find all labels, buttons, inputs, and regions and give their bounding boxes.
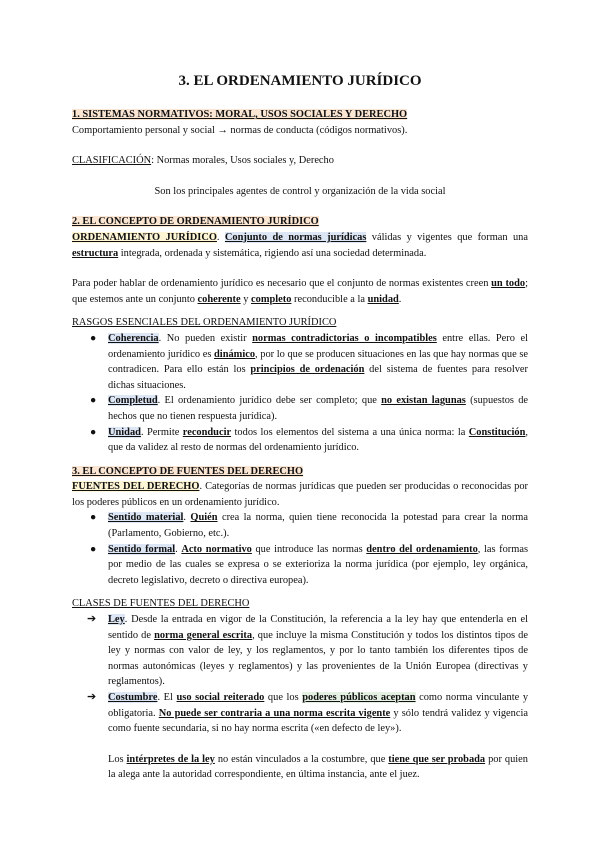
- term-reconducir: reconducir: [182, 426, 232, 438]
- section-3-heading: [72, 464, 528, 480]
- list-item-sentido-formal: [72, 542, 528, 589]
- rasgos-heading: RASGOS ESENCIALES DEL ORDENAMIENTO JURÍDICO: [72, 317, 337, 329]
- term-ordenamiento: ORDENAMIENTO JURÍDICO: [72, 231, 217, 243]
- list-item-unidad: [72, 425, 528, 456]
- term-sentido-material: Sentido material: [108, 512, 184, 524]
- text: Los: [108, 753, 127, 765]
- term-conjunto-normas: Conjunto de normas jurídicas: [224, 231, 367, 243]
- term-dentro-ordenamiento: dentro del ordenamiento: [366, 543, 478, 555]
- text: reconducible a la: [291, 293, 368, 305]
- text: , las formas por medio de las cuales se expresa o se exterioriza la norma jurídica (por ejemplo, ley orgánica, decreto legislativo, decreto o directiva europea).: [108, 543, 528, 586]
- list-item-ley: [72, 612, 528, 690]
- term-unidad-rasgo: Unidad: [108, 426, 141, 438]
- term-estructura: estructura: [72, 247, 119, 259]
- term-coherente: coherente: [197, 293, 241, 305]
- section-1-line: Comportamiento personal y social → normas de conducta (códigos normativos).: [72, 124, 408, 136]
- term-norma-general-escrita: norma general escrita: [154, 629, 253, 641]
- section-1-heading-text: 1. SISTEMAS NORMATIVOS: MORAL, USOS SOCIALES Y DERECHO: [72, 109, 408, 120]
- bullet-icon: ●: [90, 395, 97, 407]
- term-costumbre: Costumbre: [108, 692, 158, 703]
- section-1-heading: [72, 107, 528, 123]
- term-completo: completo: [251, 293, 292, 305]
- term-no-contraria: No puede ser contraria a una norma escrita vigente: [158, 707, 391, 719]
- section-2-heading: [72, 214, 528, 230]
- term-fuentes: FUENTES DEL DERECHO: [72, 481, 200, 493]
- text: y sólo tendrá validez y vigencia como fuente secundaria, si no hay norma escrita («en defecto de ley»).: [108, 707, 528, 735]
- term-coherencia: Coherencia: [108, 332, 159, 344]
- term-interpretes: intérpretes de la ley: [126, 753, 215, 765]
- text: . El: [157, 692, 177, 703]
- list-item-completud: [72, 393, 528, 424]
- term-sentido-formal: Sentido formal: [108, 543, 176, 555]
- bullet-icon: ●: [90, 332, 97, 344]
- section-2-heading-text: 2. EL CONCEPTO DE ORDENAMIENTO JURÍDICO: [72, 216, 319, 228]
- bullet-icon: ●: [90, 426, 97, 438]
- term-ley: Ley: [108, 614, 125, 626]
- section-3-heading-text: 3. EL CONCEPTO DE FUENTES DEL DERECHO: [72, 465, 304, 477]
- text: , por lo que se producen situaciones en las que hay normas que se contradicen. Para ello están los: [108, 348, 528, 376]
- list-item-coherencia: [72, 331, 528, 393]
- text: que introduce las normas: [251, 543, 367, 555]
- text: . Permite: [140, 426, 183, 438]
- term-constitucion: Constitución: [468, 426, 526, 438]
- page-title: 3. EL ORDENAMIENTO JURÍDICO: [178, 73, 422, 89]
- list-item-sentido-material: [72, 510, 528, 541]
- text: .: [216, 231, 225, 243]
- text: que los: [264, 692, 303, 703]
- bullet-icon: ●: [90, 512, 97, 524]
- clasificacion-label: CLASIFICACIÓN: [72, 155, 152, 167]
- term-quien: Quién: [190, 512, 218, 524]
- bullet-icon: ●: [90, 543, 97, 555]
- text: crea la norma, quien tiene reconocida la potestad para crear la norma (Parlamento, Gobierno, etc.).: [108, 512, 528, 540]
- term-completud: Completud: [108, 395, 158, 407]
- text: no están vinculados a la costumbre, que: [214, 753, 389, 765]
- rasgos-list: [72, 331, 528, 456]
- arrow-icon: ➔: [87, 691, 97, 703]
- text: Para poder hablar de ordenamiento jurídico es necesario que el conjunto de normas existentes creen: [72, 278, 492, 290]
- term-dinamico: dinámico: [214, 348, 256, 360]
- list-item-costumbre: [72, 690, 528, 737]
- ordenamiento-definition: [72, 230, 528, 261]
- text: (supuestos de hechos que no tienen respuesta jurídica).: [108, 395, 528, 422]
- section-1-center-note: Son los principales agentes de control y organización de la vida social: [154, 185, 446, 197]
- clasificacion-text: : Normas morales, Usos sociales y, Derecho: [151, 155, 334, 167]
- interpretes-paragraph: [72, 752, 528, 783]
- term-acto-normativo: Acto normativo: [181, 543, 252, 555]
- text: entre ellas. Pero el ordenamiento jurídico es: [108, 332, 529, 360]
- text: como norma vinculante y obligatoria.: [108, 692, 529, 719]
- text: . Desde la entrada en vigor de la Constitución, la referencia a la ley hay que entenderla en el sentido de: [108, 614, 528, 641]
- text: por quien la alega ante la autoridad correspondiente, en última instancia, ante el juez.: [108, 753, 528, 781]
- clases-heading: CLASES DE FUENTES DEL DERECHO: [72, 598, 250, 610]
- text: y: [240, 293, 252, 305]
- text: válidas y vigentes que forman una: [366, 231, 528, 243]
- text: . No pueden existir: [158, 332, 253, 344]
- document-body: [72, 72, 528, 783]
- fuentes-sentidos-list: [72, 510, 528, 588]
- text: , que da validez al resto de normas del ordenamiento jurídico.: [108, 426, 528, 454]
- clases-list: [72, 612, 528, 737]
- term-uso-social: uso social reiterado: [176, 692, 265, 703]
- text: .: [183, 512, 191, 524]
- clasificacion-line: [72, 153, 528, 169]
- term-probada: tiene que ser probada: [388, 753, 486, 765]
- arrow-icon: ➔: [87, 613, 97, 626]
- text: .: [175, 543, 182, 555]
- term-no-lagunas: no existan lagunas: [381, 395, 466, 407]
- term-un-todo: un todo: [491, 278, 526, 290]
- text: todos los elementos del sistema a una única norma: la: [231, 426, 469, 438]
- term-normas-contradictorias: normas contradictorias o incompatibles: [252, 332, 437, 344]
- text: .: [398, 293, 402, 305]
- text: integrada, ordenada y sistemática, rigiendo así una sociedad determinada.: [118, 247, 427, 259]
- term-principios-ordenacion: principios de ordenación: [250, 364, 365, 376]
- text: . El ordenamiento jurídico debe ser completo; que: [157, 395, 382, 407]
- text: . Categorías de normas jurídicas que pueden ser producidas o reconocidas por los poderes públicos en un ordenamiento jurídico.: [72, 481, 528, 508]
- fuentes-definition: [72, 479, 528, 510]
- text: , que incluye la misma Constitución y todos los distintos tipos de ley y normas con valor de ley, y los reglamentos, y por lo tanto también los diferentes tipos de normas autonómicas (leyes y reglamentos) y las provenientes de la Unión Europea (directivas y reglamentos).: [108, 629, 528, 688]
- ordenamiento-paragraph: [72, 276, 528, 307]
- term-unidad: unidad: [367, 293, 399, 305]
- term-poderes-publicos: poderes públicos aceptan: [302, 692, 416, 703]
- text: ; que estemos ante un conjunto: [72, 278, 528, 305]
- text: del sistema de fuentes para resolver dichas situaciones.: [108, 364, 528, 391]
